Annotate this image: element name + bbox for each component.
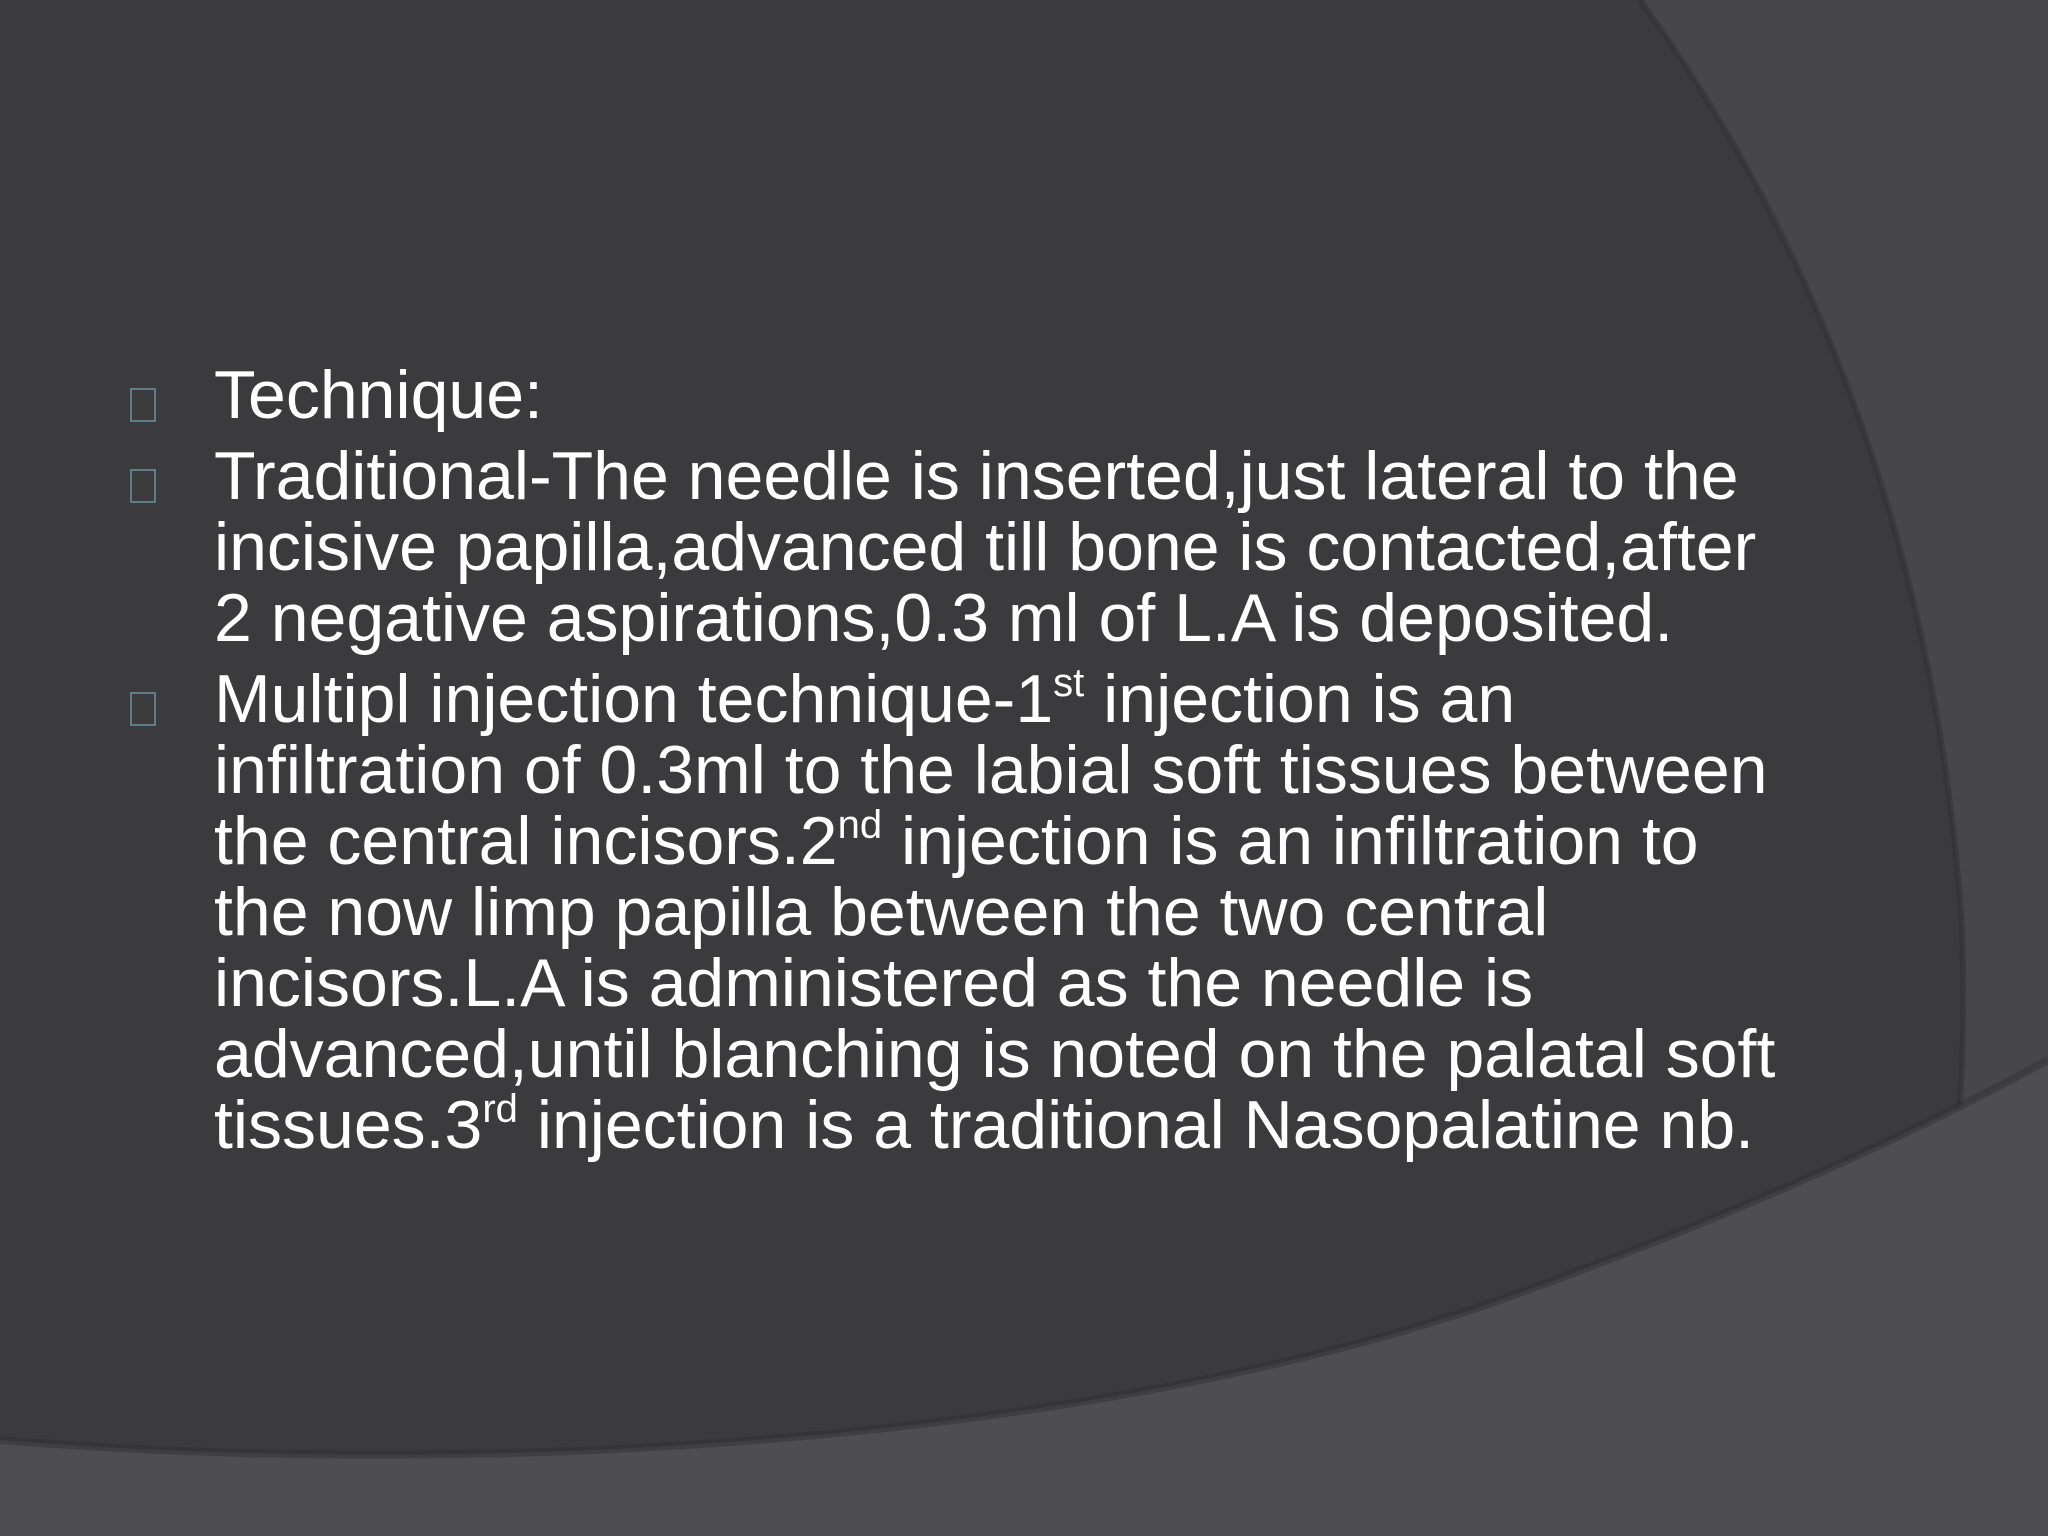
- bullet-text: Traditional-The needle is inserted,just lateral to the incisive papilla,advanced till bone is contacted,after 2 negative aspirations,0.3 ml of L.A is deposited.: [214, 438, 1757, 656]
- square-bullet-icon: [130, 692, 156, 726]
- square-bullet-icon: [130, 469, 156, 503]
- ordinal-superscript: st: [1053, 661, 1085, 705]
- bullet-item-multiple-injection: [130, 661, 1790, 1163]
- bullet-item-technique: [130, 357, 1790, 433]
- bullet-text: Multipl injection technique-1st injection is an infiltration of 0.3ml to the labial soft tissues between the central incisors.2nd injection is an infiltration to the now limp papilla between the two central incisors.L.A is administered as the needle is advanced,until blanching is noted on the palatal soft tissues.3rd injection is a traditional Nasopalatine nb.: [214, 661, 1776, 1163]
- bullet-list: [130, 357, 1790, 1171]
- bullet-item-traditional: [130, 438, 1790, 656]
- ordinal-superscript: nd: [837, 803, 883, 847]
- ordinal-superscript: rd: [482, 1087, 518, 1131]
- square-bullet-icon: [130, 388, 156, 422]
- bullet-text: Technique:: [214, 357, 543, 433]
